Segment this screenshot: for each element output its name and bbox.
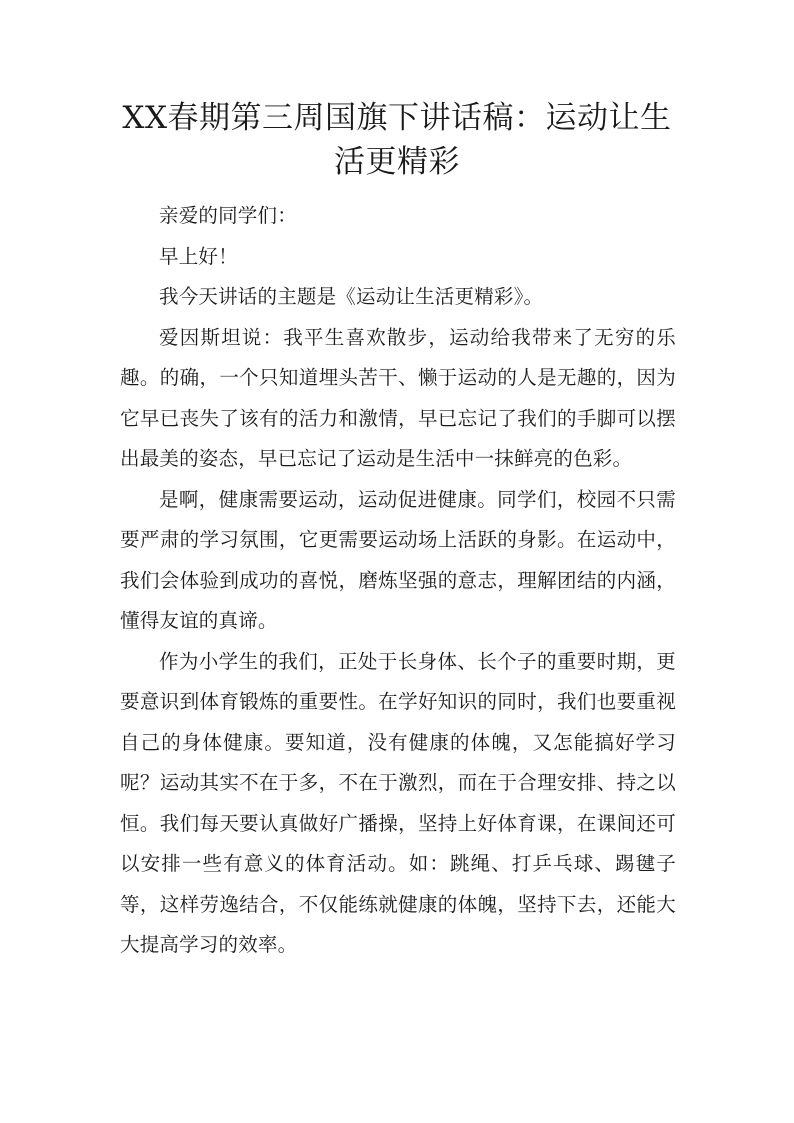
paragraph-topic: 我今天讲话的主题是《运动让生活更精彩》。 [159, 285, 544, 308]
paragraph-greeting: 早上好！ [159, 244, 238, 268]
paragraph-health: 是啊，健康需要运动，运动促进健康。同学们，校园不只需要严肃的学习氛围，它更需要运动场上活跃的身影。在运动中，我们会体验到成功的喜悦，磨炼坚强的意志，理解团结的内涵，懂得友谊的真谛。 [120, 487, 676, 632]
document-title: XX春期第三周国旗下讲话稿：运动让生活更精彩 [122, 100, 672, 180]
paragraph-salutation: 亲爱的同学们： [159, 204, 297, 227]
document-body [120, 196, 676, 966]
paragraph-students: 作为小学生的我们，正处于长身体、长个子的重要时期，更要意识到体育锻炼的重要性。在学好知识的同时，我们也要重视自己的身体健康。要知道，没有健康的体魄，又怎能搞好学习呢？运动其实不在于多，不在于激烈，而在于合理安排、持之以恒。我们每天要认真做好广播操，坚持上好体育课，在课间还可以安排一些有意义的体育活动。如：跳绳、打乒乓球、踢毽子等，这样劳逸结合，不仅能练就健康的体魄，坚持下去，还能大大提高学习的效率。 [120, 649, 676, 956]
paragraph-einstein-quote: 爱因斯坦说：我平生喜欢散步，运动给我带来了无穷的乐趣。的确，一个只知道埋头苦干、懒于运动的人是无趣的，因为它早已丧失了该有的活力和激情，早已忘记了我们的手脚可以摆出最美的姿态，早已忘记了运动是生活中一抹鲜亮的色彩。 [120, 325, 676, 470]
